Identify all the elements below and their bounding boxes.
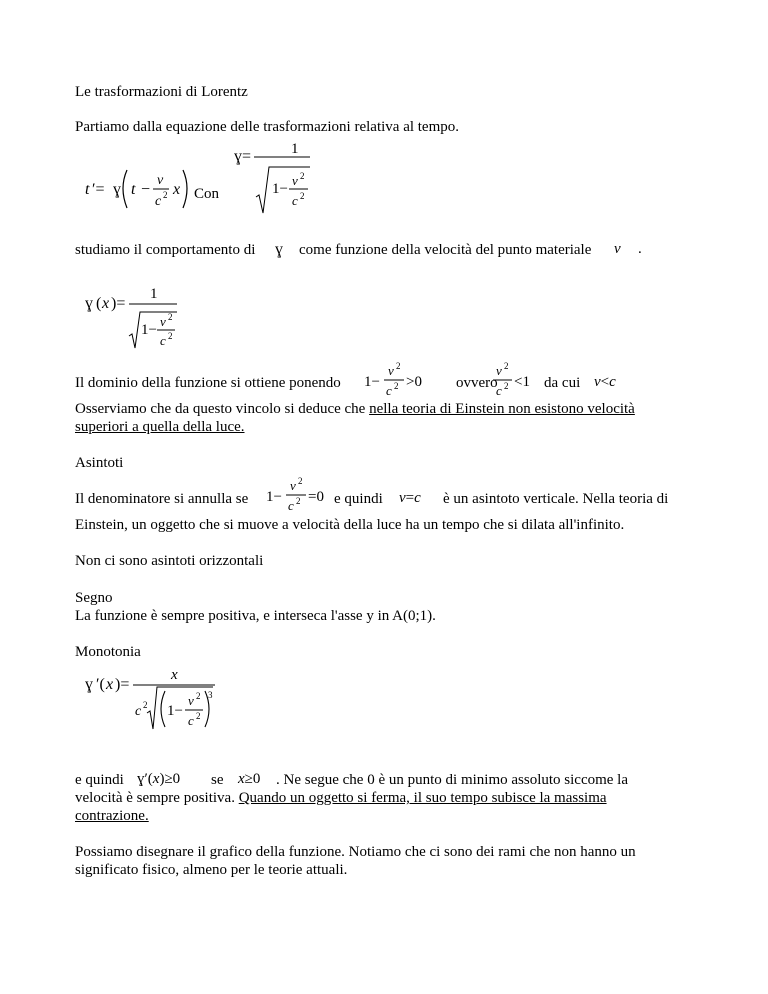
svg-text:x: x	[106, 676, 114, 693]
svg-text:>0: >0	[406, 374, 422, 390]
svg-text:1−: 1−	[266, 489, 282, 505]
domain-inequality	[362, 358, 452, 403]
e-quindi-label: e quindi	[334, 491, 383, 507]
segno-text: La funzione è sempre positiva, e interseca l'asse y in A(0;1).	[75, 608, 436, 624]
x-geq-0: x≥0	[238, 771, 261, 787]
period: .	[638, 241, 642, 257]
svg-text:1−: 1−	[272, 181, 288, 197]
svg-text:ɣ: ɣ	[85, 295, 93, 312]
se-label: se	[211, 772, 224, 788]
svg-text:c: c	[135, 704, 142, 719]
einstein-line: Einstein, un oggetto che si muove a velocità della luce ha un tempo che si dilata all'infinito.	[75, 517, 625, 533]
svg-text:ɣ: ɣ	[113, 181, 121, 198]
svg-text:2: 2	[168, 312, 173, 322]
svg-text:2: 2	[296, 496, 301, 506]
svg-text:3: 3	[208, 690, 213, 700]
svg-text:v: v	[160, 314, 166, 329]
svg-text:t: t	[131, 181, 136, 198]
svg-text:2: 2	[504, 381, 509, 391]
con-label: Con	[194, 186, 220, 202]
svg-text:v: v	[290, 478, 296, 493]
intro-paragraph: Partiamo dalla equazione delle trasformazioni relativa al tempo.	[75, 119, 460, 135]
var-v: v	[614, 241, 621, 257]
possiamo-line2: significato fisico, almeno per le teorie attuali.	[75, 862, 348, 878]
gamma-formula	[232, 135, 342, 225]
svg-text:v: v	[157, 173, 164, 188]
svg-text:x: x	[173, 181, 181, 198]
svg-text:<1: <1	[514, 374, 530, 390]
svg-text:ɣ=: ɣ=	[234, 148, 252, 165]
svg-text:c: c	[160, 333, 166, 348]
svg-text:2: 2	[396, 361, 401, 371]
svg-text:ɣ: ɣ	[85, 676, 93, 693]
svg-text:c: c	[386, 383, 392, 398]
non-orizzontali: Non ci sono asintoti orizzontali	[75, 553, 264, 569]
svg-text:1−: 1−	[167, 703, 183, 719]
svg-text:1−: 1−	[141, 322, 157, 338]
svg-text:v: v	[496, 363, 502, 378]
svg-text:=0: =0	[308, 489, 324, 505]
svg-text:−: −	[141, 181, 151, 198]
svg-text:2: 2	[298, 476, 303, 486]
monotonia-line2: velocità è sempre positiva. Quando un oggetto si ferma, il suo tempo subisce la massima	[75, 790, 607, 806]
svg-text:(: (	[96, 295, 102, 312]
asintoto-text: è un asintoto verticale. Nella teoria di	[443, 491, 669, 507]
gamma-symbol: ɣ	[275, 241, 283, 258]
svg-text:1: 1	[291, 141, 299, 157]
svg-text:v: v	[292, 173, 298, 188]
derivative-inequality: ɣ′(x)≥0	[137, 771, 181, 787]
denominatore-text: Il denominatore si annulla se	[75, 491, 249, 507]
page-title: Le trasformazioni di Lorentz	[75, 84, 248, 100]
studiamo-text-b: come funzione della velocità del punto materiale	[299, 242, 592, 258]
svg-text:2: 2	[300, 191, 305, 201]
osserviamo-line2: superiori a quella della luce.	[75, 419, 245, 435]
svg-text:2: 2	[196, 691, 201, 701]
da-cui-label: da cui	[544, 375, 581, 391]
svg-text:c: c	[155, 194, 162, 209]
svg-text:2: 2	[163, 190, 168, 200]
svg-text:)=: )=	[115, 676, 130, 693]
dominio-text: Il dominio della funzione si ottiene ponendo	[75, 375, 341, 391]
svg-text:c: c	[496, 383, 502, 398]
possiamo-line1: Possiamo disegnare il grafico della funzione. Notiamo che ci sono dei rami che non hanno un	[75, 844, 636, 860]
monotonia-heading: Monotonia	[75, 644, 141, 660]
svg-text:1−: 1−	[364, 374, 380, 390]
svg-text:2: 2	[143, 700, 148, 710]
ovvero-label: ovvero	[456, 375, 498, 391]
v-equals-c: v=c	[399, 490, 421, 506]
svg-text:2: 2	[394, 381, 399, 391]
monotonia-line3: contrazione.	[75, 808, 149, 824]
svg-text:x: x	[171, 667, 178, 683]
gamma-x-function	[85, 280, 195, 355]
studiamo-text-a: studiamo il comportamento di	[75, 242, 256, 258]
osserviamo-line1: Osserviamo che da questo vincolo si deduce che nella teoria di Einstein non esistono velocità	[75, 401, 635, 417]
svg-text:c: c	[288, 498, 294, 513]
denominator-equation	[264, 473, 344, 518]
svg-text:2: 2	[168, 331, 173, 341]
svg-text:v: v	[188, 693, 194, 708]
svg-text:t: t	[85, 181, 90, 198]
segno-heading: Segno	[75, 590, 113, 606]
monotonia-text-b: . Ne segue che 0 è un punto di minimo assoluto siccome la	[276, 772, 629, 788]
gamma-derivative-formula	[85, 665, 225, 750]
v-less-c: v<c	[594, 374, 616, 390]
svg-text:′(: ′(	[96, 676, 105, 693]
svg-text:2: 2	[300, 171, 305, 181]
asintoti-heading: Asintoti	[75, 455, 124, 471]
svg-text:2: 2	[196, 711, 201, 721]
svg-text:c: c	[292, 193, 298, 208]
svg-text:x: x	[102, 295, 110, 312]
monotonia-text-a: e quindi	[75, 772, 124, 788]
svg-text:v: v	[388, 363, 394, 378]
svg-text:′=: ′=	[92, 181, 105, 198]
svg-text:c: c	[188, 713, 194, 728]
domain-inequality-2	[492, 358, 542, 403]
svg-text:1: 1	[150, 286, 158, 302]
svg-text:2: 2	[504, 361, 509, 371]
svg-text:)=: )=	[111, 295, 126, 312]
